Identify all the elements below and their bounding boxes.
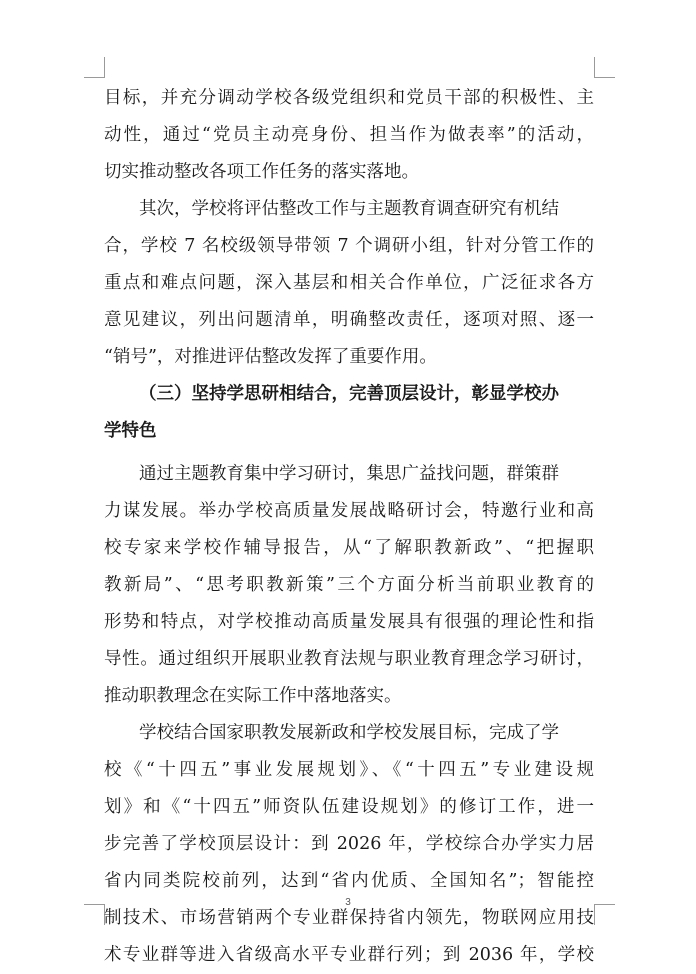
page-number: 3 [345,897,351,908]
text-line: “销号”，对推进评估整改发挥了重要作用。 [104,347,437,367]
text-line: 切实推动整改各项工作任务的落实落地。 [104,162,419,182]
text-line: 其次，学校将评估整改工作与主题教育调查研究有机结 [139,199,559,219]
text-line: 制技术、市场营销两个专业群保持省内领先，物联网应用技 [104,908,594,928]
text-line: 重点和难点问题，深入基层和相关合作单位，广泛征求各方 [104,273,594,293]
crop-mark-top-right [594,57,615,78]
text-line: 导性。通过组织开展职业教育法规与职业教育理念学习研讨， [104,649,594,669]
text-line: 力谋发展。举办学校高质量发展战略研讨会，特邀行业和高 [104,501,594,521]
text-line: 教新局”、“思考职教新策”三个方面分析当前职业教育的 [104,575,594,595]
text-line: 合，学校 7 名校级领导带领 7 个调研小组，针对分管工作的 [104,236,594,256]
text-line: 形势和特点，对学校推动高质量发展具有很强的理论性和指 [104,612,594,632]
text-line: 省内同类院校前列，达到“省内优质、全国知名”；智能控 [104,871,594,891]
text-line: 术专业群等进入省级高水平专业群行列；到 2036 年，学校 [104,945,594,965]
section-heading-continued: 学特色 [104,421,157,441]
text-line: 步完善了学校顶层设计：到 2026 年，学校综合办学实力居 [104,834,594,854]
crop-mark-top-left [84,57,105,78]
text-line: 校《“十四五”事业发展规划》、《“十四五”专业建设规 [104,760,594,780]
section-heading: （三）坚持学思研相结合，完善顶层设计，彰显学校办 [139,384,559,404]
body-text [104,80,594,974]
text-line: 意见建议，列出问题清单，明确整改责任，逐项对照、逐一 [104,310,594,330]
text-line: 目标，并充分调动学校各级党组织和党员干部的积极性、主 [104,88,594,108]
text-line: 通过主题教育集中学习研讨，集思广益找问题，群策群 [139,464,559,484]
text-line: 校专家来学校作辅导报告，从“了解职教新政”、“把握职 [104,538,594,558]
text-line: 学校结合国家职教发展新政和学校发展目标，完成了学 [139,723,559,743]
text-line: 动性，通过“党员主动亮身份、担当作为做表率”的活动， [104,125,594,145]
text-line: 推动职教理念在实际工作中落地落实。 [104,686,402,706]
text-line: 划》和《“十四五”师资队伍建设规划》的修订工作，进一 [104,797,594,817]
